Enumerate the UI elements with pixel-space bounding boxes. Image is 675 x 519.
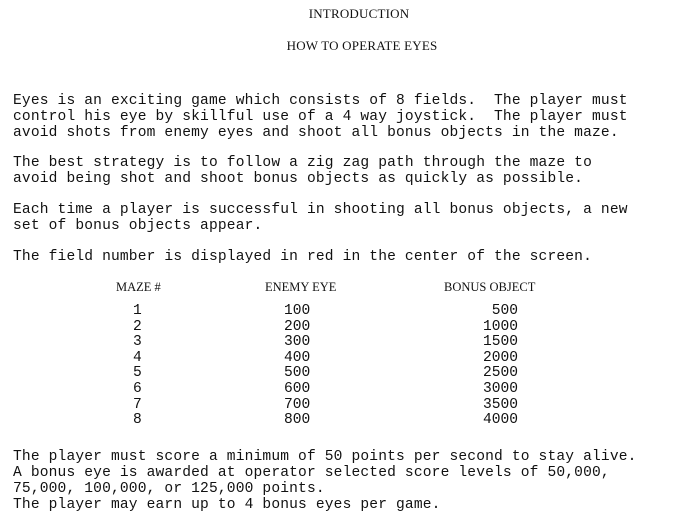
bonus-object-cell: 1000 <box>482 318 518 335</box>
enemy-eye-cell: 500 <box>284 365 311 382</box>
paragraph-bonus-objects: Each time a player is successful in shooting all bonus objects, a new set of bonus objects appear. <box>13 202 628 234</box>
table-row <box>0 303 675 319</box>
bonus-object-cell: 4000 <box>482 412 518 429</box>
maze-number-cell: 3 <box>133 334 142 351</box>
enemy-eye-cell: 200 <box>284 318 311 335</box>
table-body <box>0 303 675 428</box>
table-row <box>0 334 675 350</box>
bonus-object-cell: 1500 <box>482 334 518 351</box>
column-header-enemy-eye: ENEMY EYE <box>265 280 337 294</box>
enemy-eye-cell: 800 <box>284 412 311 429</box>
table-row <box>0 397 675 413</box>
enemy-eye-cell: 100 <box>284 303 311 319</box>
enemy-eye-cell: 600 <box>284 380 311 397</box>
column-header-maze: MAZE # <box>116 280 161 294</box>
bonus-object-cell: 2500 <box>482 365 518 382</box>
paragraph-game-overview: Eyes is an exciting game which consists of 8 fields. The player must control his eye by skillful use of a 4 way joystick. The player must avoid shots from enemy eyes and shoot all bonus objects in the maze. <box>13 93 628 141</box>
maze-number-cell: 5 <box>133 365 142 382</box>
table-row <box>0 365 675 381</box>
enemy-eye-cell: 400 <box>284 349 311 366</box>
table-row <box>0 381 675 397</box>
maze-number-cell: 2 <box>133 318 142 335</box>
table-row <box>0 319 675 335</box>
paragraph-field-number: The field number is displayed in red in the center of the screen. <box>13 249 592 265</box>
maze-number-cell: 1 <box>133 303 142 319</box>
page-subtitle: HOW TO OPERATE EYES <box>286 38 438 53</box>
bonus-object-cell: 3000 <box>482 380 518 397</box>
maze-number-cell: 4 <box>133 349 142 366</box>
enemy-eye-cell: 700 <box>284 396 311 413</box>
page-title: INTRODUCTION <box>308 6 410 21</box>
table-row <box>0 412 675 428</box>
paragraph-strategy: The best strategy is to follow a zig zag path through the maze to avoid being shot and shoot bonus objects as quickly as possible. <box>13 155 592 187</box>
bonus-object-cell: 2000 <box>482 349 518 366</box>
enemy-eye-cell: 300 <box>284 334 311 351</box>
bonus-object-cell: 3500 <box>482 396 518 413</box>
maze-number-cell: 6 <box>133 380 142 397</box>
bonus-object-cell: 500 <box>491 303 518 319</box>
column-header-bonus-object: BONUS OBJECT <box>444 280 536 294</box>
maze-number-cell: 8 <box>133 412 142 429</box>
paragraph-scoring-rules: The player must score a minimum of 50 points per second to stay alive. A bonus eye is awarded at operator selected score levels of 50,000, 75,000, 100,000, or 125,000 points. The player may earn up to 4 bonus eyes per game. <box>13 449 637 513</box>
maze-number-cell: 7 <box>133 396 142 413</box>
table-row <box>0 350 675 366</box>
